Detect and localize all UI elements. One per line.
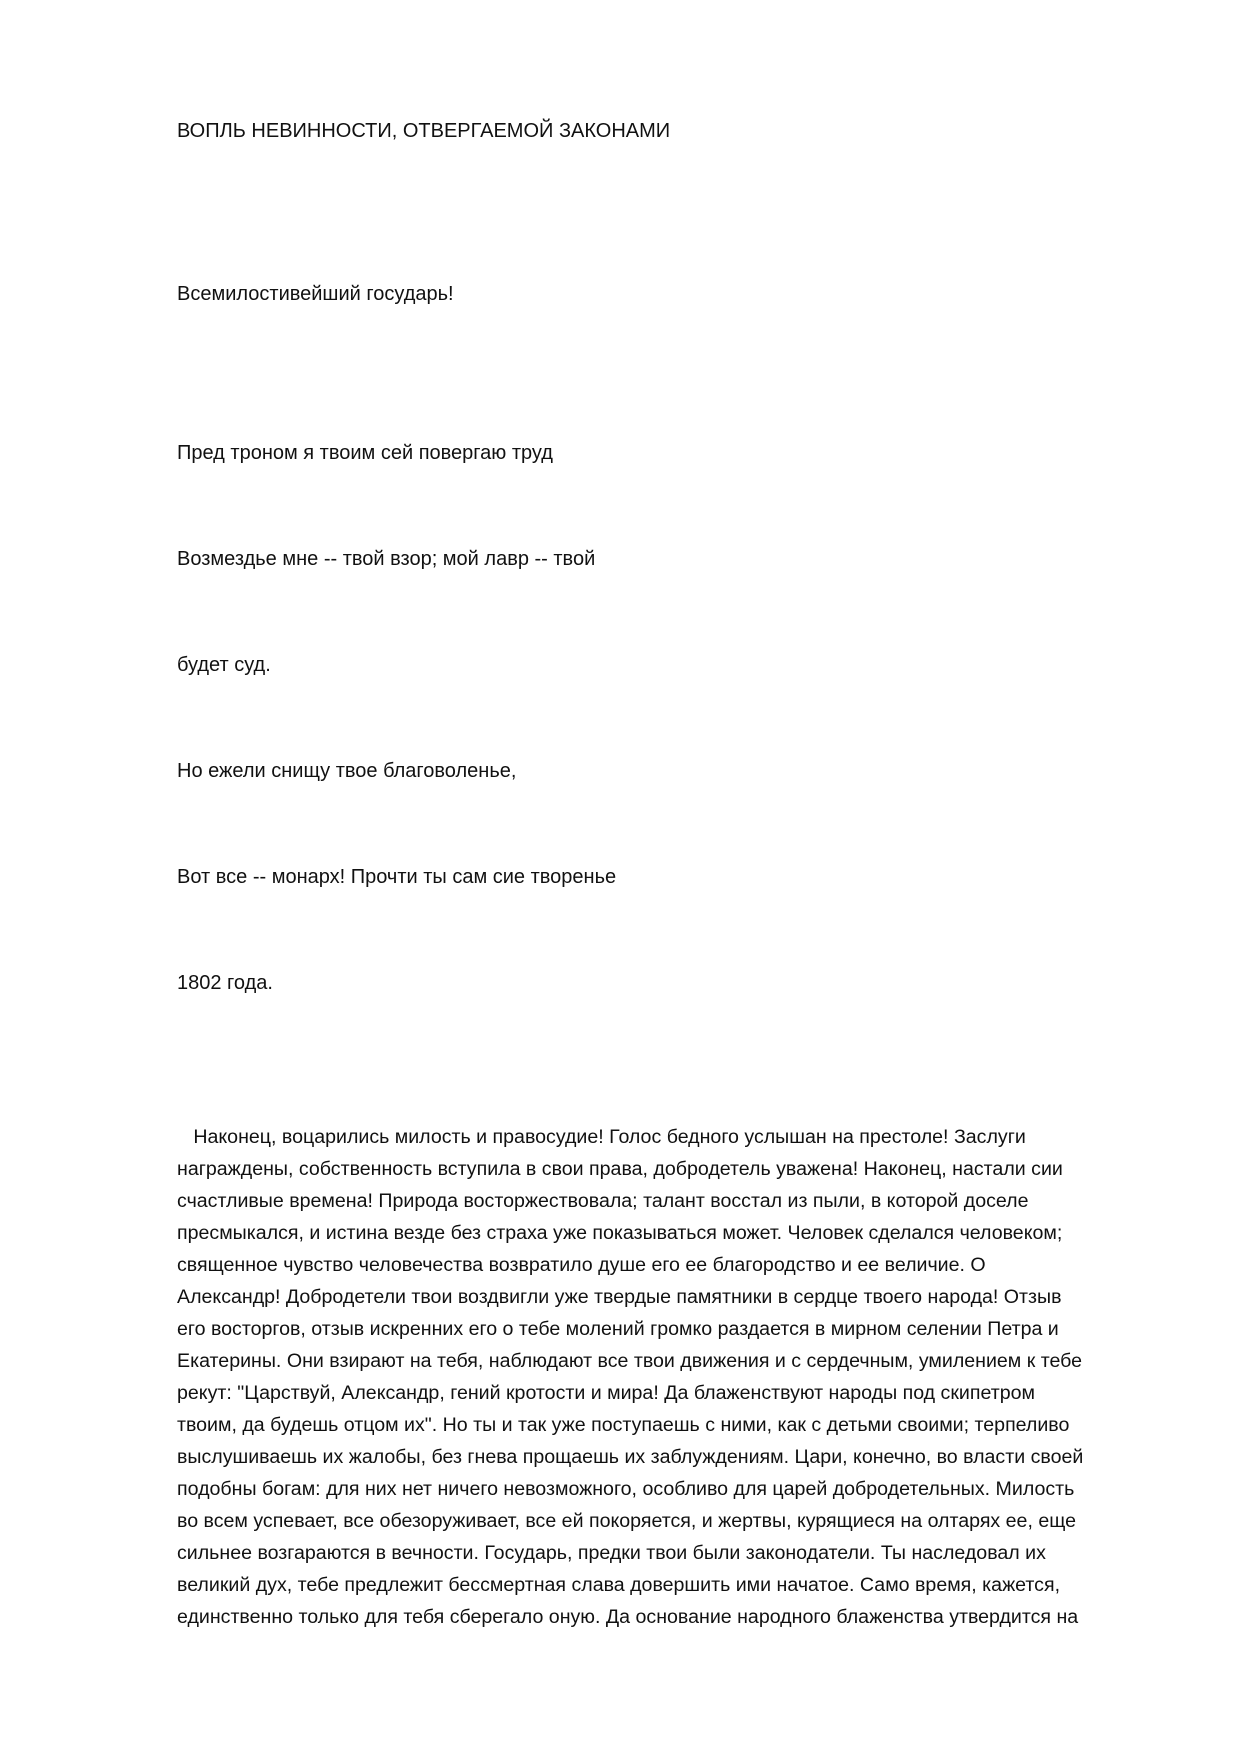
body-line: единственно только для тебя сберегало оную. Да основание народного блаженства утвердится на: [177, 1606, 1079, 1628]
verse-line: Возмездье мне -- твой взор; мой лавр -- твой: [177, 548, 596, 570]
body-line: великий дух, тебе предлежит бессмертная слава довершить ими начатое. Само время, кажется,: [177, 1574, 1061, 1596]
verse-line: будет суд.: [177, 654, 271, 676]
body-line: Наконец, воцарились милость и правосудие! Голос бедного услышан на престоле! Заслуги: [177, 1126, 1026, 1148]
body-line: Александр! Добродетели твои воздвигли уже твердые памятники в сердце твоего народа! Отзыв: [177, 1286, 1062, 1308]
body-line: рекут: "Царствуй, Александр, гений кротости и мира! Да блаженствуют народы под скипетром: [177, 1382, 1035, 1404]
body-line: сильнее возгараются в вечности. Государь, предки твои были законодатели. Ты наследовал их: [177, 1542, 1046, 1564]
body-line: выслушиваешь их жалобы, без гнева прощаешь их заблуждениям. Цари, конечно, во власти своей: [177, 1446, 1084, 1468]
body-line: подобны богам: для них нет ничего невозможного, особливо для царей добродетельных. Милость: [177, 1478, 1075, 1500]
body-line: священное чувство человечества возвратило душе его ее благородство и ее величие. О: [177, 1254, 986, 1276]
date-line: 1802 года.: [177, 972, 273, 994]
verse-line: Вот все -- монарх! Прочти ты сам сие творенье: [177, 866, 617, 888]
body-line: счастливые времена! Природа восторжествовала; талант восстал из пыли, в которой доселе: [177, 1190, 1029, 1212]
body-line: Екатерины. Они взирают на тебя, наблюдают все твои движения и с сердечным, умилением к тебе: [177, 1350, 1083, 1372]
body-line: его восторгов, отзыв искренних его о тебе молений громко раздается в мирном селении Петра и: [177, 1318, 1059, 1340]
verse-line: Пред троном я твоим сей повергаю труд: [177, 442, 553, 464]
body-line: во всем успевает, все обезоруживает, все ей покоряется, и жертвы, курящиеся на олтарях ее, еще: [177, 1510, 1077, 1532]
salutation: Всемилостивейший государь!: [177, 283, 454, 305]
body-line: пресмыкался, и истина везде без страха уже показываться может. Человек сделался человеком;: [177, 1222, 1063, 1244]
verse-line: Но ежели снищу твое благоволенье,: [177, 760, 517, 782]
body-line: награждены, собственность вступила в свои права, добродетель уважена! Наконец, настали сии: [177, 1158, 1063, 1180]
body-paragraph: [177, 1121, 1167, 1633]
body-line: твоим, да будешь отцом их". Но ты и так уже поступаешь с ними, как с детьми своими; терпеливо: [177, 1414, 1070, 1436]
document-title: ВОПЛЬ НЕВИННОСТИ, ОТВЕРГАЕМОЙ ЗАКОНАМИ: [177, 120, 671, 142]
